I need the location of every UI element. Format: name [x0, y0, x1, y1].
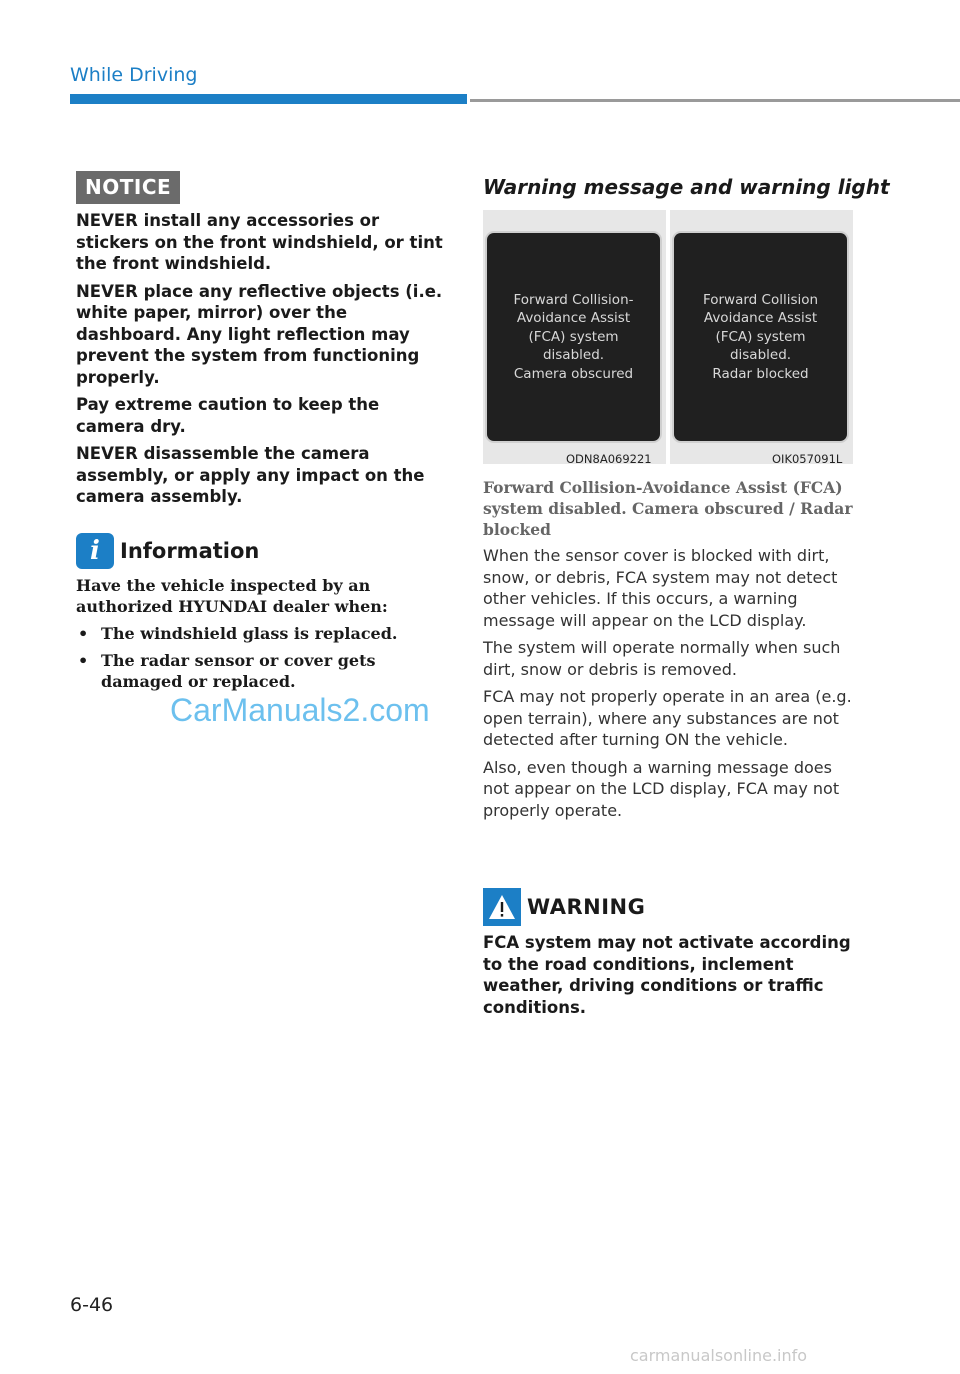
lcd-message: Forward Collision Avoidance Assist (FCA) system disabled. Radar blocked	[702, 291, 819, 382]
notice-paragraph: NEVER place any reflective objects (i.e. white paper, mirror) over the dashboard. Any light reflection may prevent the system from functioning properly.	[76, 281, 443, 387]
lcd-image-camera	[483, 210, 666, 464]
section-title: Warning message and warning light	[483, 175, 890, 199]
image-caption: Forward Collision-Avoidance Assist (FCA) system disabled. Camera obscured / Radar blocked	[483, 478, 853, 539]
notice-badge: NOTICE	[76, 171, 180, 204]
information-intro: Have the vehicle inspected by an authorized HYUNDAI dealer when:	[76, 576, 388, 616]
notice-body	[76, 210, 448, 514]
info-icon: i	[76, 533, 114, 569]
information-box	[76, 533, 448, 698]
lcd-message: Forward Collision- Avoidance Assist (FCA) system disabled. Camera obscured	[513, 291, 634, 382]
warning-header	[483, 888, 856, 926]
header-rule-accent	[70, 94, 467, 104]
watermark-logo: CarManuals2.com	[170, 692, 430, 728]
image-code: OIK057091L	[772, 452, 843, 466]
body-paragraph: Also, even though a warning message does not appear on the LCD display, FCA may not properly operate.	[483, 757, 840, 820]
lcd-image-radar	[670, 210, 853, 464]
footer-watermark: carmanualsonline.info	[630, 1346, 808, 1365]
body-paragraph: The system will operate normally when such dirt, snow or debris is removed.	[483, 638, 841, 679]
header-rule	[470, 99, 960, 102]
image-code: ODN8A069221	[566, 452, 652, 466]
warning-text: FCA system may not activate according to the road conditions, inclement weather, driving conditions or traffic conditions.	[483, 933, 851, 1017]
information-header	[76, 533, 448, 569]
warning-box	[483, 888, 856, 1018]
notice-paragraph: NEVER disassemble the camera assembly, or apply any impact on the camera assembly.	[76, 444, 425, 506]
body-text	[483, 545, 856, 827]
list-item: • The windshield glass is replaced.	[76, 623, 448, 644]
information-list	[76, 623, 448, 692]
page-number: 6-46	[70, 1294, 114, 1316]
lcd-screen	[487, 233, 660, 441]
body-paragraph: FCA may not properly operate in an area (e.g. open terrain), where any substances are not detected after turning ON the vehicle.	[483, 687, 852, 749]
warning-title: WARNING	[527, 895, 646, 919]
information-text	[76, 575, 448, 692]
section-header: While Driving	[70, 64, 198, 86]
warning-triangle-icon	[483, 888, 521, 926]
body-paragraph: When the sensor cover is blocked with dirt, snow, or debris, FCA system may not detect other vehicles. If this occurs, a warning message will appear on the LCD display.	[483, 546, 838, 630]
notice-paragraph: Pay extreme caution to keep the camera dry.	[76, 395, 380, 436]
list-item: • The radar sensor or cover gets damaged or replaced.	[76, 650, 448, 692]
lcd-screen	[674, 233, 847, 441]
information-title: Information	[120, 539, 260, 563]
notice-paragraph: NEVER install any accessories or stickers on the front windshield, or tint the front windshield.	[76, 211, 443, 273]
